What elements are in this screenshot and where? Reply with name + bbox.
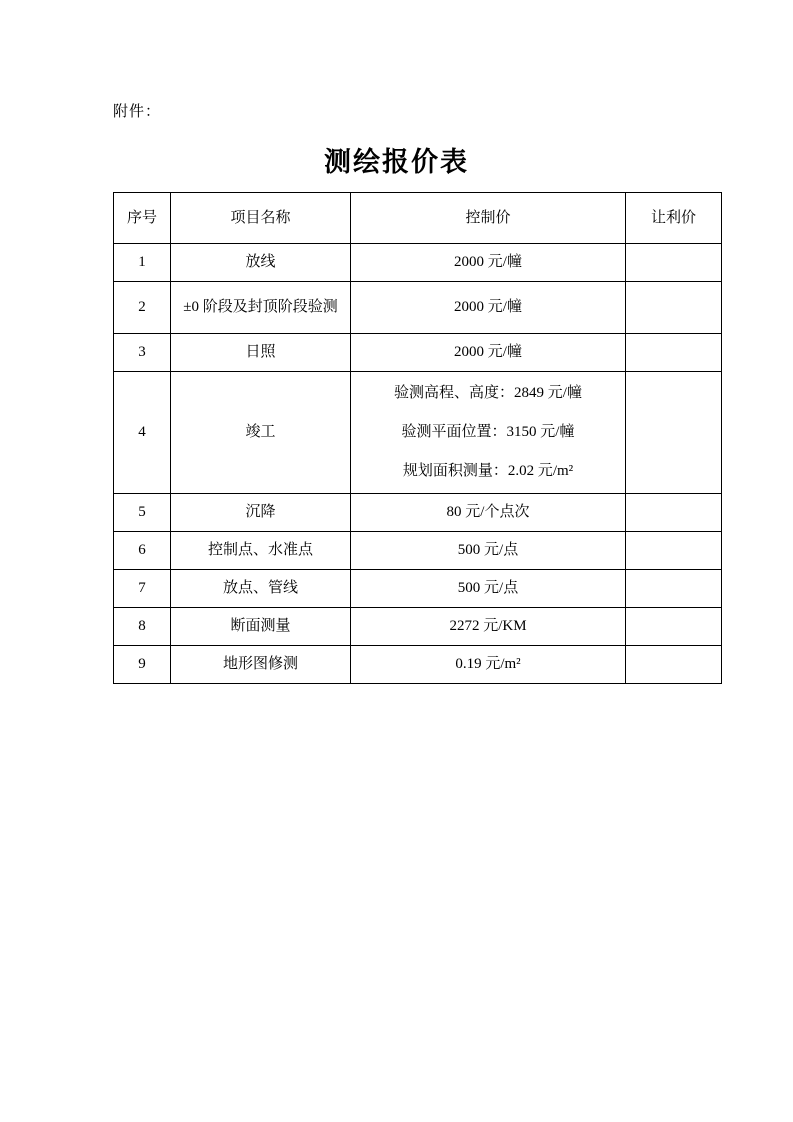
cell-control-price: 2000 元/幢 bbox=[351, 334, 626, 372]
cell-discount-price bbox=[626, 570, 722, 608]
cell-no: 7 bbox=[114, 570, 171, 608]
cell-control-price bbox=[351, 372, 626, 494]
cell-no: 6 bbox=[114, 532, 171, 570]
table-row bbox=[114, 532, 722, 570]
cell-discount-price bbox=[626, 334, 722, 372]
cell-name: 沉降 bbox=[171, 494, 351, 532]
table-row bbox=[114, 282, 722, 334]
cell-name: 地形图修测 bbox=[171, 646, 351, 684]
cell-control-price: 500 元/点 bbox=[351, 570, 626, 608]
cell-name: 竣工 bbox=[171, 372, 351, 494]
cell-name: 断面测量 bbox=[171, 608, 351, 646]
cell-no: 2 bbox=[114, 282, 171, 334]
table-header-row bbox=[114, 193, 722, 244]
cell-discount-price bbox=[626, 532, 722, 570]
cell-control-price: 2272 元/KM bbox=[351, 608, 626, 646]
table-row bbox=[114, 334, 722, 372]
table-row bbox=[114, 646, 722, 684]
table-row bbox=[114, 244, 722, 282]
cell-control-price: 2000 元/幢 bbox=[351, 244, 626, 282]
cell-discount-price bbox=[626, 372, 722, 494]
table-row bbox=[114, 372, 722, 494]
table-row bbox=[114, 570, 722, 608]
table-row bbox=[114, 608, 722, 646]
column-header-name: 项目名称 bbox=[171, 193, 351, 244]
cell-control-price: 80 元/个点次 bbox=[351, 494, 626, 532]
cell-no: 3 bbox=[114, 334, 171, 372]
cell-no: 4 bbox=[114, 372, 171, 494]
table-row bbox=[114, 494, 722, 532]
price-line: 规划面积测量：2.02 元/m² bbox=[402, 462, 574, 479]
survey-quote-table bbox=[113, 192, 722, 684]
cell-no: 8 bbox=[114, 608, 171, 646]
cell-no: 1 bbox=[114, 244, 171, 282]
page-title: 测绘报价表 bbox=[324, 147, 469, 177]
cell-name: 控制点、水准点 bbox=[171, 532, 351, 570]
cell-discount-price bbox=[626, 282, 722, 334]
cell-name: 放线 bbox=[171, 244, 351, 282]
cell-name: 放点、管线 bbox=[171, 570, 351, 608]
cell-discount-price bbox=[626, 608, 722, 646]
price-line: 验测高程、高度：2849 元/幢 bbox=[394, 385, 582, 402]
cell-no: 9 bbox=[114, 646, 171, 684]
cell-name: ±0 阶段及封顶阶段验测 bbox=[171, 282, 351, 334]
cell-discount-price bbox=[626, 244, 722, 282]
cell-control-price: 500 元/点 bbox=[351, 532, 626, 570]
column-header-no: 序号 bbox=[114, 193, 171, 244]
price-line: 验测平面位置：3150 元/幢 bbox=[401, 424, 575, 441]
cell-discount-price bbox=[626, 646, 722, 684]
attachment-label: 附件： bbox=[113, 102, 162, 120]
cell-name: 日照 bbox=[171, 334, 351, 372]
cell-discount-price bbox=[626, 494, 722, 532]
cell-control-price: 0.19 元/m² bbox=[351, 646, 626, 684]
cell-no: 5 bbox=[114, 494, 171, 532]
column-header-control-price: 控制价 bbox=[351, 193, 626, 244]
column-header-discount-price: 让利价 bbox=[626, 193, 722, 244]
cell-control-price: 2000 元/幢 bbox=[351, 282, 626, 334]
